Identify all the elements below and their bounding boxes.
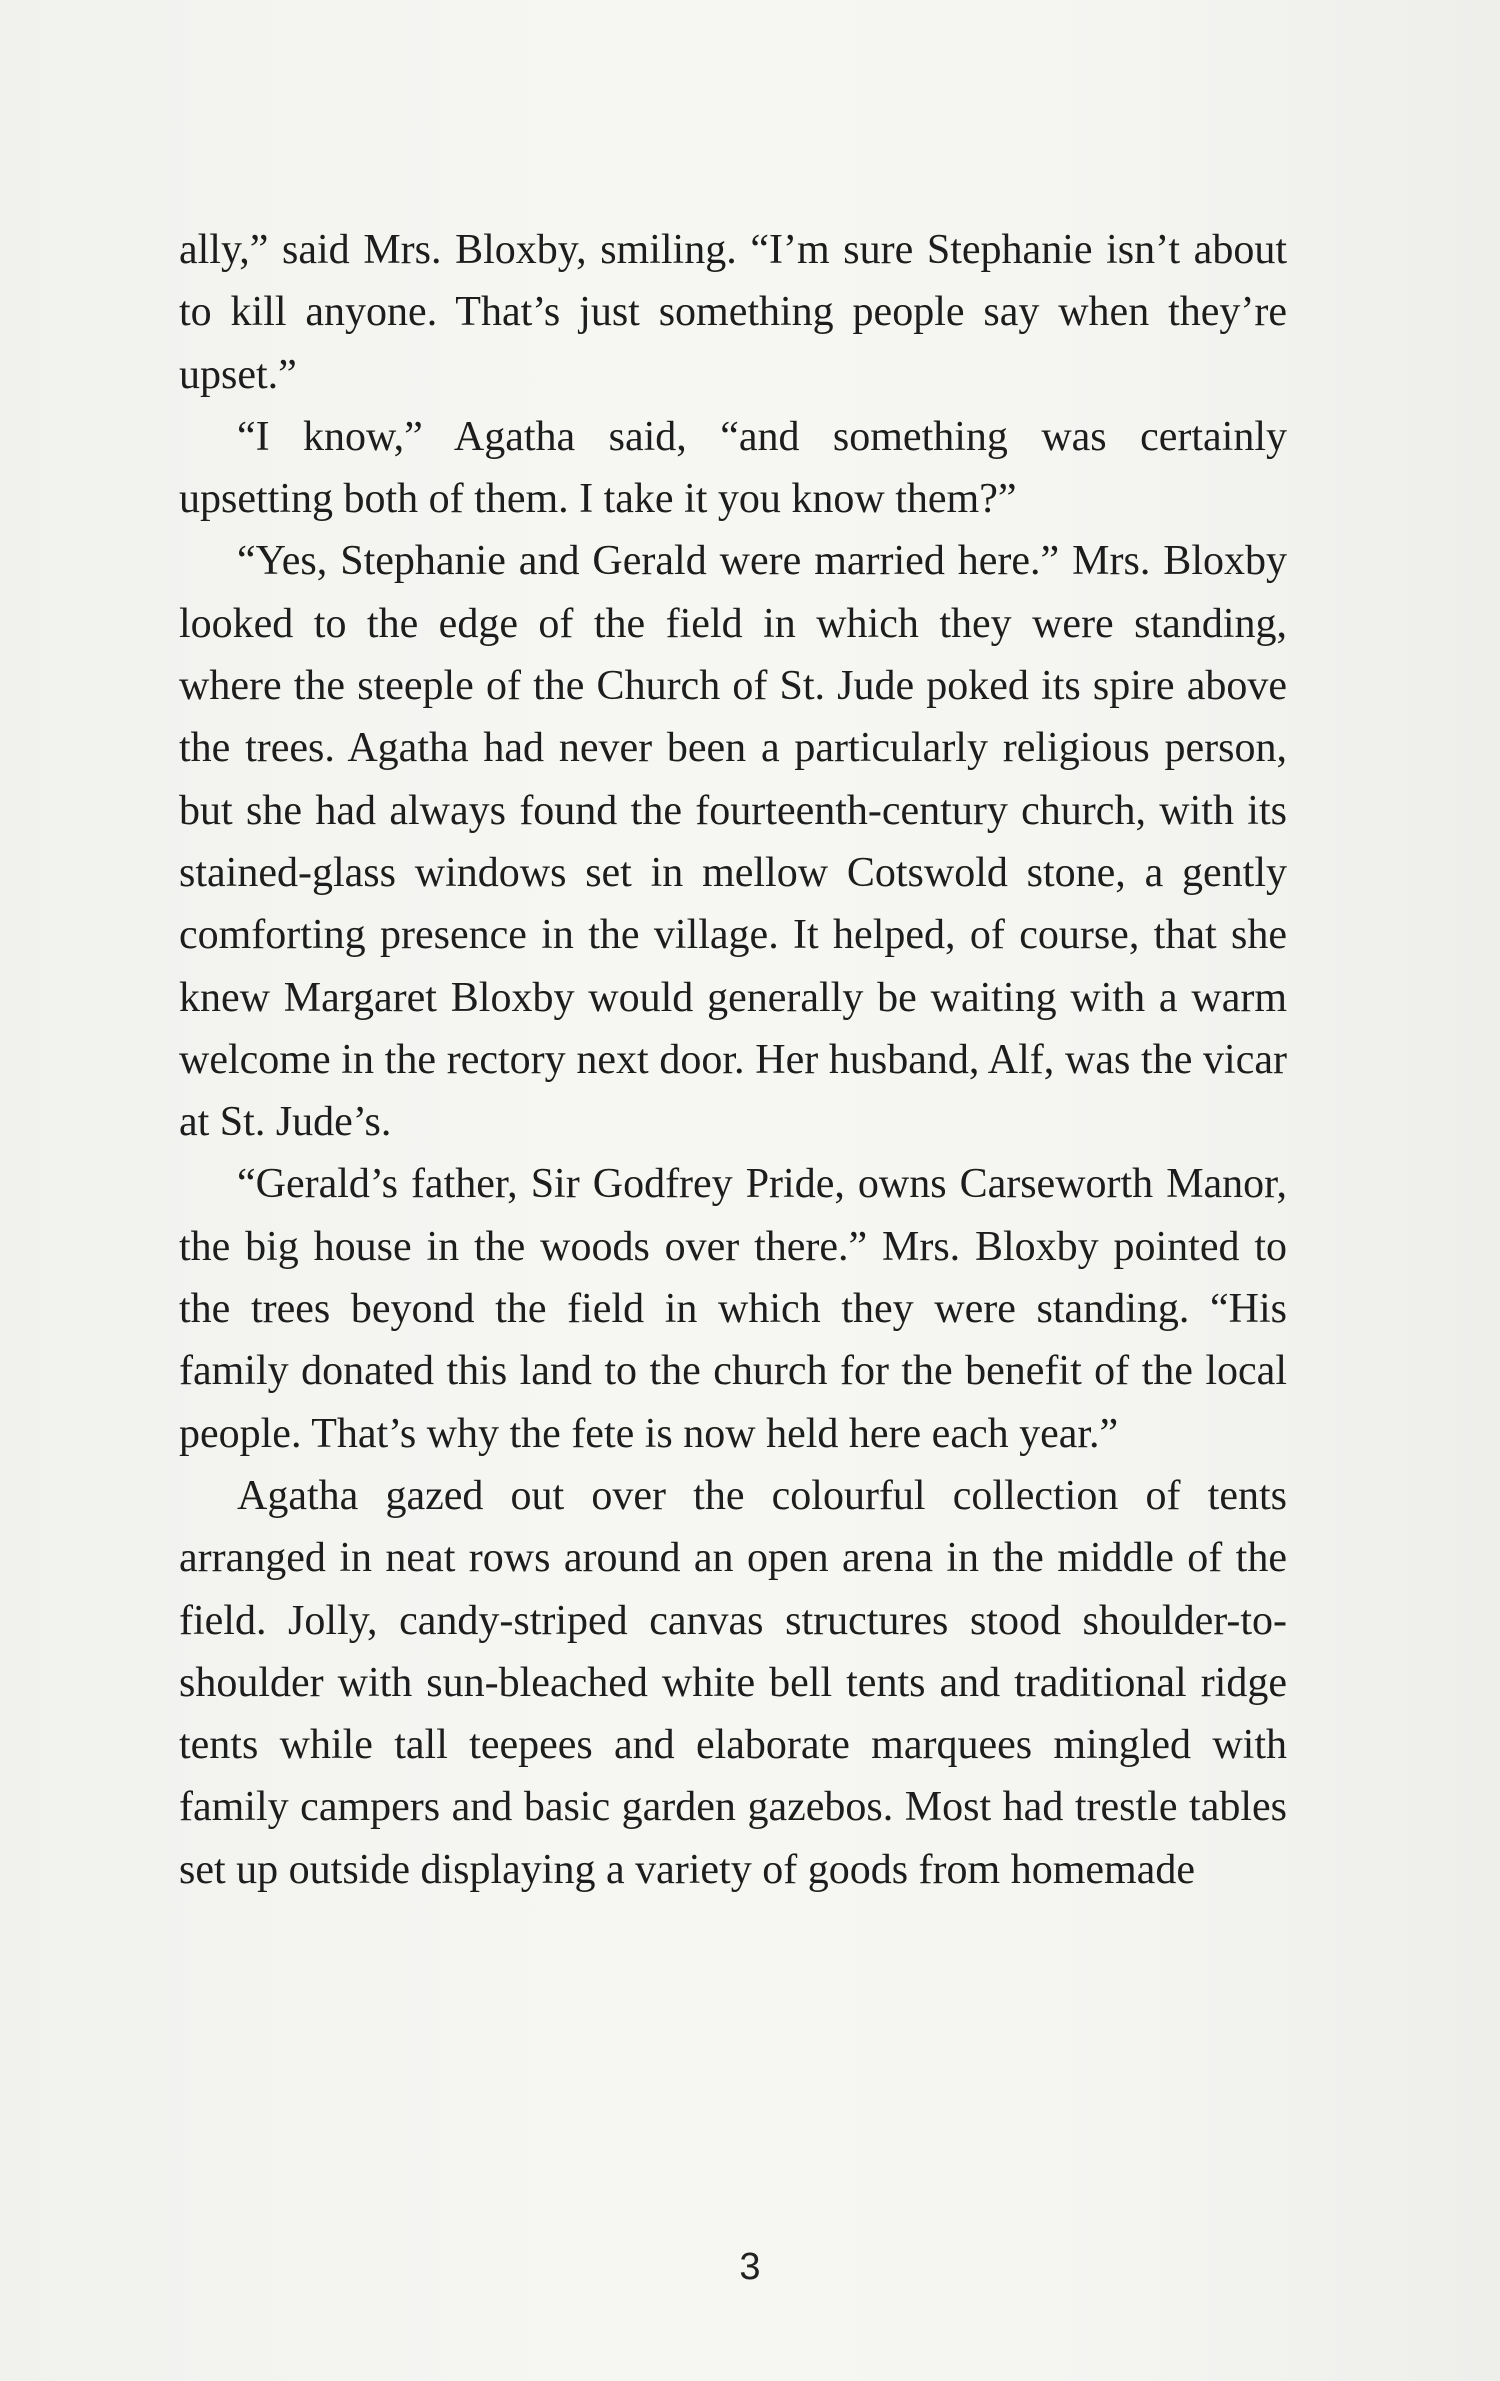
paragraph: Agatha gazed out over the colourful collection of tents arranged in neat rows around an open arena in the middle of the field. Jolly, candy-striped canvas structures stood shoulder-to-shoulder with sun-bleached white bell tents and traditional ridge tents while tall teepees and elaborate marquees mingled with family campers and basic garden gazebos. Most had trestle tables set up outside displaying a variety of goods from homemade [179, 1472, 1287, 1893]
paragraph: “I know,” Agatha said, “and something was certainly upsetting both of them. I take it you know them?” [179, 413, 1287, 523]
page-number: 3 [739, 2246, 761, 2288]
paragraph: “Yes, Stephanie and Gerald were married here.” Mrs. Bloxby looked to the edge of the field in which they were standing, where the steeple of the Church of St. Jude poked its spire above the trees. Agatha had never been a particularly religious person, but she had always found the fourteenth-century church, with its stained-glass windows set in mellow Cotswold stone, a gently comforting presence in the village. It helped, of course, that she knew Margaret Bloxby would generally be waiting with a warm welcome in the rectory next door. Her husband, Alf, was the vicar at St. Jude’s. [179, 538, 1287, 1146]
paragraph: “Gerald’s father, Sir Godfrey Pride, owns Carseworth Manor, the big house in the woods over there.” Mrs. Bloxby pointed to the trees beyond the field in which they were standing. “His family donated this land to the church for the benefit of the local people. That’s why the fete is now held here each year.” [179, 1161, 1287, 1457]
body-text [179, 219, 1287, 1901]
paragraph: ally,” said Mrs. Bloxby, smiling. “I’m sure Stephanie isn’t about to kill anyone. That’s just something people say when they’re upset.” [179, 227, 1287, 398]
